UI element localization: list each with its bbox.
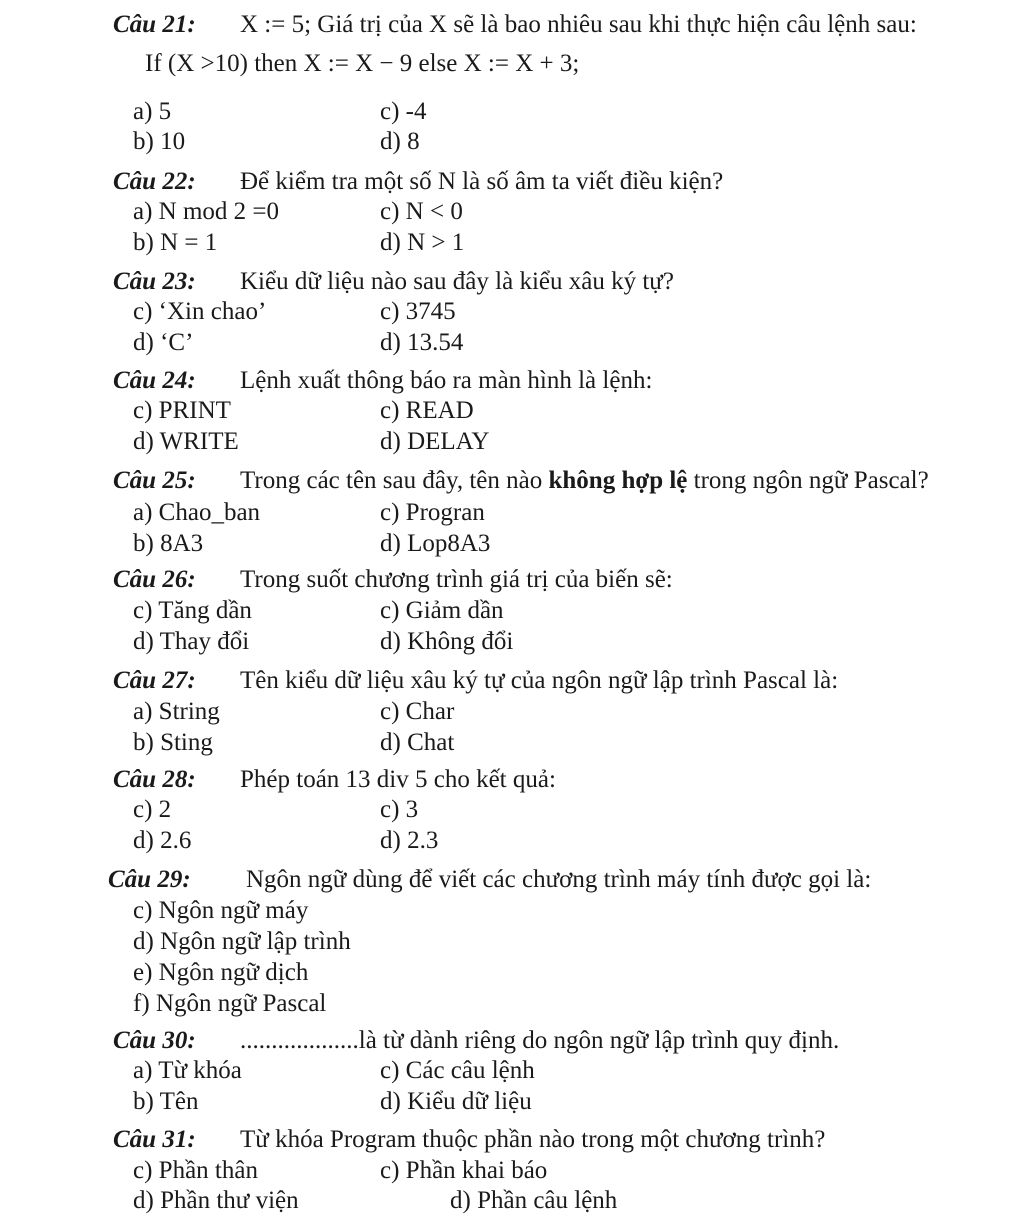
question-text [240, 466, 929, 496]
option-c: c) N < 0 [380, 198, 463, 225]
question-label: Câu 28: [113, 766, 196, 793]
option-d: d) Kiểu dữ liệu [380, 1088, 532, 1115]
question-label: Câu 30: [113, 1027, 196, 1054]
option-a: a) Từ khóa [133, 1057, 242, 1084]
option-b: b) 8A3 [133, 530, 204, 557]
option-c: c) Char [380, 698, 455, 725]
option-d: d) 13.54 [380, 329, 464, 356]
option-d: d) Lop8A3 [380, 530, 491, 557]
option-a: c) Phần thân [133, 1157, 258, 1184]
option-b: d) Ngôn ngữ lập trình [133, 928, 351, 955]
option-d: f) Ngôn ngữ Pascal [133, 990, 327, 1017]
question-25 [113, 466, 196, 496]
question-label: Câu 27: [113, 667, 196, 694]
question-30 [113, 1026, 196, 1056]
option-b: b) N = 1 [133, 229, 218, 256]
option-b: b) 10 [133, 128, 186, 155]
option-a: c) Ngôn ngữ máy [133, 897, 309, 924]
question-26 [113, 565, 196, 595]
question-label: Câu 29: [108, 866, 191, 893]
option-a: c) 2 [133, 796, 172, 823]
question-31 [113, 1125, 196, 1155]
question-label: Câu 26: [113, 566, 196, 593]
option-a: c) PRINT [133, 397, 231, 424]
question-28 [113, 765, 196, 795]
question-text: Phép toán 13 div 5 cho kết quả: [240, 766, 556, 793]
question-text-emphasis: không hợp lệ [548, 467, 688, 494]
question-text-body: là từ dành riêng do ngôn ngữ lập trình quy định. [358, 1027, 840, 1054]
option-b: d) Phần thư viện [133, 1187, 299, 1214]
option-c: c) 3 [380, 796, 419, 823]
option-d: d) 8 [380, 128, 420, 155]
question-text: Lệnh xuất thông báo ra màn hình là lệnh: [240, 367, 653, 394]
option-c: c) Phần khai báo [380, 1157, 548, 1184]
option-c: c) Các câu lệnh [380, 1057, 535, 1084]
option-c: e) Ngôn ngữ dịch [133, 959, 309, 986]
option-b: d) ‘C’ [133, 329, 194, 356]
question-27 [113, 666, 196, 696]
question-24 [113, 366, 196, 396]
option-a: a) N mod 2 =0 [133, 198, 280, 225]
question-label: Câu 31: [113, 1126, 196, 1153]
question-text-pre: Trong các tên sau đây, tên nào [240, 467, 549, 494]
option-a: c) ‘Xin chao’ [133, 298, 267, 325]
question-text: X := 5; Giá trị của X sẽ là bao nhiêu sau khi thực hiện câu lệnh sau: [240, 11, 917, 38]
question-22 [113, 167, 196, 197]
question-text-post: trong ngôn ngữ Pascal? [687, 467, 929, 494]
option-a: c) Tăng dần [133, 597, 252, 624]
question-label: Câu 23: [113, 268, 196, 295]
option-b: d) Thay đổi [133, 628, 250, 655]
option-a: a) 5 [133, 98, 172, 125]
option-c: c) 3745 [380, 298, 456, 325]
option-d: d) Phần câu lệnh [450, 1187, 618, 1214]
option-b: b) Sting [133, 729, 213, 756]
question-label: Câu 22: [113, 168, 196, 195]
option-d: d) N > 1 [380, 229, 465, 256]
option-b: d) WRITE [133, 428, 239, 455]
option-a: a) Chao_ban [133, 499, 261, 526]
question-code: If (X >10) then X := X − 9 else X := X + 3; [145, 50, 580, 77]
question-label: Câu 25: [113, 467, 196, 494]
question-21 [113, 10, 196, 40]
option-a: a) String [133, 698, 220, 725]
option-c: c) READ [380, 397, 474, 424]
option-b: b) Tên [133, 1088, 199, 1115]
question-label: Câu 24: [113, 367, 196, 394]
question-text [240, 1026, 839, 1056]
option-d: d) Chat [380, 729, 455, 756]
option-d: d) DELAY [380, 428, 490, 455]
question-text: Trong suốt chương trình giá trị của biến sẽ: [240, 566, 673, 593]
option-c: c) Progran [380, 499, 485, 526]
option-d: d) 2.3 [380, 827, 439, 854]
option-b: d) 2.6 [133, 827, 192, 854]
question-label: Câu 21: [113, 11, 196, 38]
question-text: Tên kiểu dữ liệu xâu ký tự của ngôn ngữ lập trình Pascal là: [240, 667, 839, 694]
option-c: c) -4 [380, 98, 427, 125]
question-text: Từ khóa Program thuộc phần nào trong một chương trình? [240, 1126, 826, 1153]
option-d: d) Không đổi [380, 628, 514, 655]
question-text: Ngôn ngữ dùng để viết các chương trình máy tính được gọi là: [246, 866, 872, 893]
question-text: Kiểu dữ liệu nào sau đây là kiểu xâu ký tự? [240, 268, 674, 295]
option-c: c) Giảm dần [380, 597, 504, 624]
question-text: Để kiểm tra một số N là số âm ta viết điều kiện? [240, 168, 724, 195]
question-29 [108, 865, 191, 895]
answer-blank: ................... [240, 1027, 359, 1054]
question-23 [113, 267, 196, 297]
